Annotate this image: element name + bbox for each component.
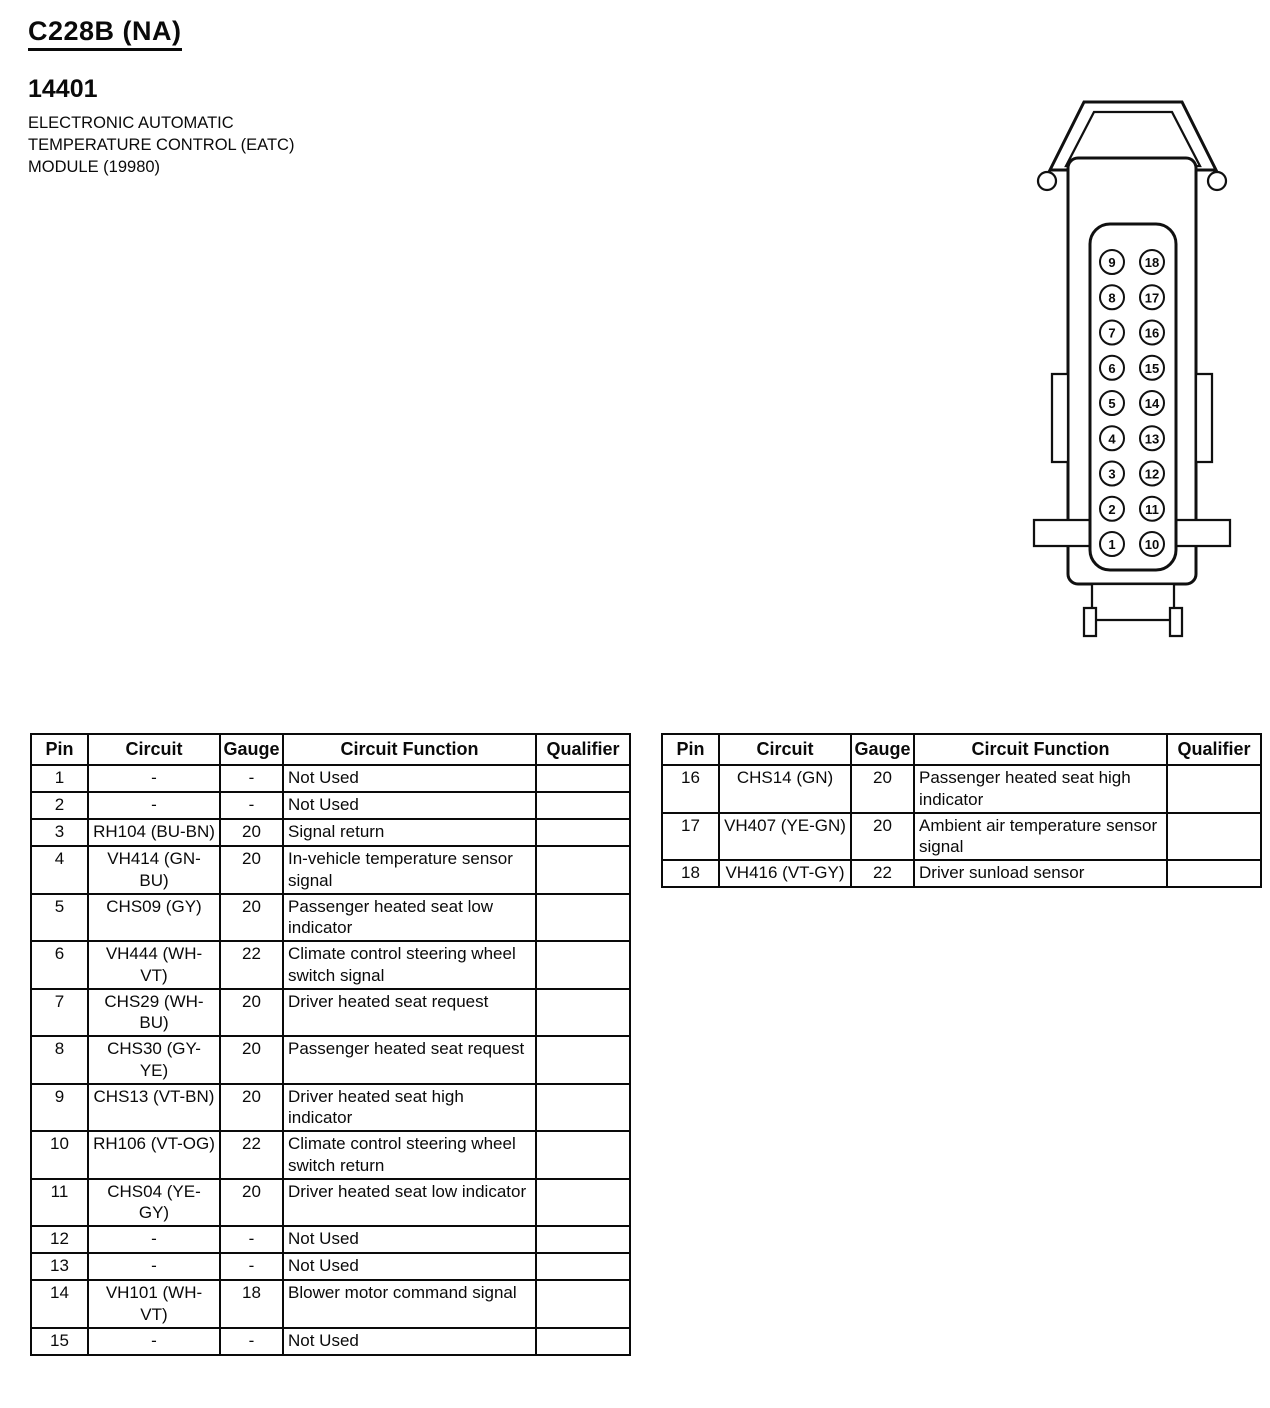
gauge-cell: 20 — [220, 846, 283, 894]
gauge-cell: - — [220, 765, 283, 792]
qualifier-cell — [536, 1280, 630, 1328]
pin-cell: 17 — [662, 813, 719, 861]
pin-8-label: 8 — [1108, 290, 1116, 306]
part-number: 14401 — [28, 75, 98, 103]
function-cell: Driver heated seat request — [283, 989, 536, 1037]
column-header: Pin — [662, 734, 719, 765]
function-cell: Climate control steering wheel switch signal — [283, 941, 536, 989]
pin-cell: 4 — [31, 846, 88, 894]
connector-right-ear — [1208, 172, 1226, 190]
pinout-tables — [30, 733, 1262, 1356]
function-cell: Not Used — [283, 1328, 536, 1355]
pin-cell: 8 — [31, 1036, 88, 1084]
table-row — [31, 846, 630, 894]
pin-9-label: 9 — [1108, 255, 1116, 270]
pin-6-label: 6 — [1108, 360, 1116, 376]
circuit-cell: - — [88, 1253, 220, 1280]
qualifier-cell — [536, 1253, 630, 1280]
circuit-cell: VH101 (WH-VT) — [88, 1280, 220, 1328]
pin-4-label: 4 — [1108, 431, 1116, 447]
table-row — [31, 1084, 630, 1132]
function-cell: Driver heated seat high indicator — [283, 1084, 536, 1132]
column-header: Circuit — [88, 734, 220, 765]
pin-17-label: 17 — [1144, 290, 1160, 306]
circuit-cell: CHS09 (GY) — [88, 894, 220, 942]
pin-10-label: 10 — [1144, 537, 1160, 552]
pin-16-label: 16 — [1144, 325, 1160, 341]
qualifier-cell — [536, 894, 630, 942]
table-row — [662, 860, 1261, 887]
function-cell: Passenger heated seat low indicator — [283, 894, 536, 942]
circuit-cell: VH407 (YE-GN) — [719, 813, 851, 861]
circuit-cell: VH444 (WH-VT) — [88, 941, 220, 989]
table-row — [31, 1328, 630, 1355]
qualifier-cell — [1167, 813, 1261, 861]
column-header: Circuit Function — [283, 734, 536, 765]
function-cell: Not Used — [283, 1226, 536, 1253]
pin-cell: 12 — [31, 1226, 88, 1253]
circuit-cell: - — [88, 1226, 220, 1253]
function-cell: Not Used — [283, 792, 536, 819]
connector-id-text: C228B (NA) — [28, 16, 182, 51]
circuit-cell: CHS30 (GY-YE) — [88, 1036, 220, 1084]
gauge-cell: 22 — [220, 941, 283, 989]
pin-cell: 18 — [662, 860, 719, 887]
gauge-cell: 20 — [851, 765, 914, 813]
qualifier-cell — [536, 1131, 630, 1179]
function-cell: Signal return — [283, 819, 536, 846]
table-row — [31, 989, 630, 1037]
circuit-cell: VH414 (GN-BU) — [88, 846, 220, 894]
qualifier-cell — [1167, 765, 1261, 813]
function-cell: In-vehicle temperature sensor signal — [283, 846, 536, 894]
qualifier-cell — [536, 1226, 630, 1253]
column-header: Gauge — [220, 734, 283, 765]
circuit-cell: - — [88, 792, 220, 819]
pin-cell: 2 — [31, 792, 88, 819]
table-row — [31, 941, 630, 989]
connector-left-foot — [1084, 608, 1096, 636]
gauge-cell: 20 — [220, 894, 283, 942]
gauge-cell: 22 — [220, 1131, 283, 1179]
pin-cell: 16 — [662, 765, 719, 813]
gauge-cell: 20 — [851, 813, 914, 861]
qualifier-cell — [536, 792, 630, 819]
function-cell: Driver heated seat low indicator — [283, 1179, 536, 1227]
pin-cell: 1 — [31, 765, 88, 792]
pin-cell: 14 — [31, 1280, 88, 1328]
table-row — [31, 819, 630, 846]
gauge-cell: 20 — [220, 989, 283, 1037]
function-cell: Not Used — [283, 765, 536, 792]
qualifier-cell — [536, 941, 630, 989]
function-cell: Passenger heated seat high indicator — [914, 765, 1167, 813]
gauge-cell: - — [220, 1226, 283, 1253]
function-cell: Not Used — [283, 1253, 536, 1280]
function-cell: Climate control steering wheel switch return — [283, 1131, 536, 1179]
column-header: Qualifier — [1167, 734, 1261, 765]
gauge-cell: 20 — [220, 1036, 283, 1084]
gauge-cell: 22 — [851, 860, 914, 887]
column-header: Circuit — [719, 734, 851, 765]
circuit-cell: RH104 (BU-BN) — [88, 819, 220, 846]
gauge-cell: 18 — [220, 1280, 283, 1328]
gauge-cell: - — [220, 1328, 283, 1355]
table-row — [31, 792, 630, 819]
pinout-table-left — [30, 733, 631, 1356]
gauge-cell: 20 — [220, 1179, 283, 1227]
table-row — [31, 765, 630, 792]
page-header — [28, 16, 294, 178]
description-line-3: MODULE (19980) — [28, 157, 161, 176]
module-description — [28, 113, 294, 178]
circuit-cell: - — [88, 1328, 220, 1355]
connector-left-tab — [1052, 374, 1068, 462]
table-row — [662, 765, 1261, 813]
column-header: Gauge — [851, 734, 914, 765]
gauge-cell: - — [220, 1253, 283, 1280]
pin-7-label: 7 — [1108, 325, 1116, 341]
qualifier-cell — [536, 1036, 630, 1084]
pin-18-label: 18 — [1144, 255, 1160, 270]
gauge-cell: - — [220, 792, 283, 819]
description-line-2: TEMPERATURE CONTROL (EATC) — [28, 135, 295, 154]
table-row — [31, 1226, 630, 1253]
pin-14-label: 14 — [1144, 396, 1160, 411]
pin-cell: 10 — [31, 1131, 88, 1179]
table-row — [31, 1179, 630, 1227]
gauge-cell: 20 — [220, 1084, 283, 1132]
qualifier-cell — [536, 846, 630, 894]
qualifier-cell — [536, 1179, 630, 1227]
connector-id-title — [28, 16, 294, 51]
pin-cell: 5 — [31, 894, 88, 942]
circuit-cell: RH106 (VT-OG) — [88, 1131, 220, 1179]
connector-bottom-block — [1092, 584, 1174, 620]
column-header: Qualifier — [536, 734, 630, 765]
connector-right-tab — [1196, 374, 1212, 462]
circuit-cell: VH416 (VT-GY) — [719, 860, 851, 887]
connector-diagram — [1032, 96, 1232, 644]
table-row — [662, 813, 1261, 861]
pin-cell: 15 — [31, 1328, 88, 1355]
circuit-cell: CHS04 (YE-GY) — [88, 1179, 220, 1227]
qualifier-cell — [536, 1084, 630, 1132]
table-row — [31, 1131, 630, 1179]
column-header: Pin — [31, 734, 88, 765]
circuit-cell: CHS14 (GN) — [719, 765, 851, 813]
qualifier-cell — [1167, 860, 1261, 887]
pin-cell: 9 — [31, 1084, 88, 1132]
description-line-1: ELECTRONIC AUTOMATIC — [28, 114, 234, 132]
table-row — [31, 1280, 630, 1328]
connector-left-ear — [1038, 172, 1056, 190]
table-header-row — [31, 734, 630, 765]
pin-cell: 7 — [31, 989, 88, 1037]
pin-5-label: 5 — [1108, 396, 1116, 411]
pin-cell: 11 — [31, 1179, 88, 1227]
table-row — [31, 894, 630, 942]
circuit-cell: CHS29 (WH-BU) — [88, 989, 220, 1037]
qualifier-cell — [536, 765, 630, 792]
gauge-cell: 20 — [220, 819, 283, 846]
pin-13-label: 13 — [1144, 431, 1160, 447]
pin-3-label: 3 — [1108, 466, 1116, 482]
pin-15-label: 15 — [1144, 360, 1160, 376]
function-cell: Ambient air temperature sensor signal — [914, 813, 1167, 861]
connector-right-foot — [1170, 608, 1182, 636]
table-header-row — [662, 734, 1261, 765]
table-row — [31, 1036, 630, 1084]
qualifier-cell — [536, 989, 630, 1037]
pin-1-label: 1 — [1108, 537, 1116, 552]
pin-cell: 13 — [31, 1253, 88, 1280]
pin-12-label: 12 — [1144, 466, 1160, 482]
function-cell: Blower motor command signal — [283, 1280, 536, 1328]
qualifier-cell — [536, 819, 630, 846]
function-cell: Driver sunload sensor — [914, 860, 1167, 887]
column-header: Circuit Function — [914, 734, 1167, 765]
pin-2-label: 2 — [1108, 501, 1116, 517]
pinout-table-right — [661, 733, 1262, 888]
table-row — [31, 1253, 630, 1280]
circuit-cell: CHS13 (VT-BN) — [88, 1084, 220, 1132]
pin-cell: 6 — [31, 941, 88, 989]
qualifier-cell — [536, 1328, 630, 1355]
circuit-cell: - — [88, 765, 220, 792]
pin-11-label: 11 — [1145, 501, 1159, 517]
function-cell: Passenger heated seat request — [283, 1036, 536, 1084]
pin-cell: 3 — [31, 819, 88, 846]
